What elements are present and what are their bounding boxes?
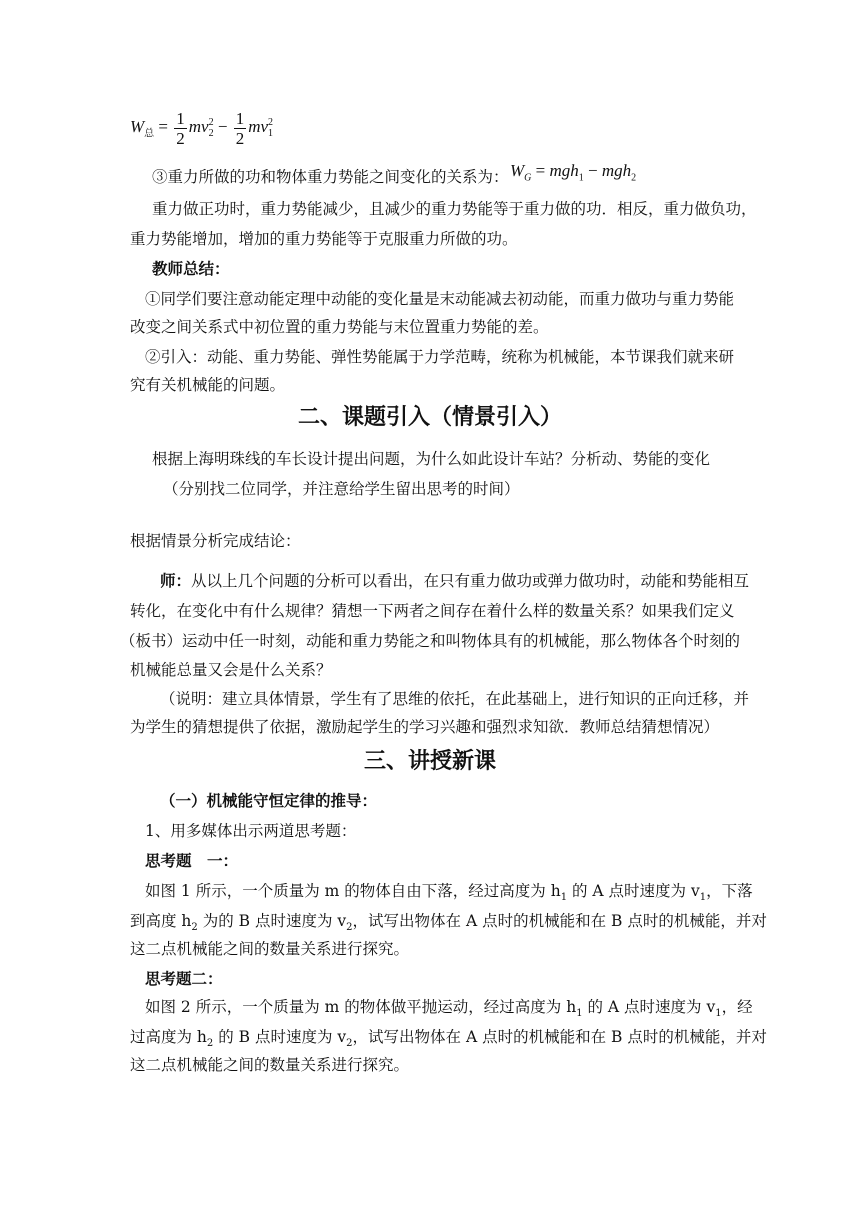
para1-line1: 重力做正功时，重力势能减少，且减少的重力势能等于重力做的功．相反，重力做负功， xyxy=(152,200,757,218)
intro-line1: 根据上海明珠线的车长设计提出问题，为什么如此设计车站？分析动、势能的变化 xyxy=(152,450,711,468)
q2-l2b: 2 xyxy=(206,1038,214,1050)
para1-line2: 重力势能增加，增加的重力势能等于克服重力所做的功。 xyxy=(130,230,518,248)
q2-l2d: 2 xyxy=(346,1038,353,1050)
eq1-minus: − xyxy=(213,117,232,136)
q2-l1b: 1 xyxy=(576,1008,583,1020)
eq2-minus: − xyxy=(583,161,602,180)
eq1-term2-sup: 2 xyxy=(268,117,274,129)
section-heading-3: 三、讲授新课 xyxy=(363,749,496,774)
teacher-line3: （板书）运动中任一时刻，动能和重力势能之和叫物体具有的机械能，那么物体各个时刻的 xyxy=(120,632,741,650)
eq2-term-b: mgh xyxy=(601,161,632,180)
q1-l2e: ，试写出物体在 A 点时的机械能和在 B 点时的机械能，并对 xyxy=(352,912,767,930)
eq2-lhs: W xyxy=(510,161,525,180)
q1-l2d: 2 xyxy=(346,922,353,934)
gravity-relation-text xyxy=(152,166,509,188)
q1-l1b: 1 xyxy=(560,892,568,904)
q2-l2c: 的 B 点时速度为 v xyxy=(213,1028,347,1046)
eq1-f1-num: 1 xyxy=(176,108,185,128)
question2-line2 xyxy=(130,1026,767,1055)
item-1: 1、用多媒体出示两道思考题： xyxy=(145,822,357,840)
eq1-equals: = xyxy=(154,117,173,136)
question1-line2 xyxy=(130,910,767,939)
question1-label: 思考题 一： xyxy=(145,851,239,870)
kinetic-energy-theorem-equation xyxy=(130,104,273,157)
eq2-term-a: mgh xyxy=(549,161,579,180)
note-line2: 为学生的猜想提供了依据，激励起学生的学习兴趣和强烈求知欲．教师总结猜想情况） xyxy=(130,718,720,736)
eq1-fraction-1 xyxy=(174,109,187,148)
teacher-line1-text: 从以上几个问题的分析可以看出，在只有重力做功或弹力做功时，动能和势能相互 xyxy=(191,572,750,590)
q1-l1a: 如图 1 所示，一个质量为 m 的物体自由下落，经过高度为 h xyxy=(145,882,561,900)
eq1-fraction-2 xyxy=(234,109,247,148)
eq1-term1: mv xyxy=(188,117,209,136)
question2-line1 xyxy=(145,996,753,1025)
teacher-line2: 转化，在变化中有什么规律？猜想一下两者之间存在着什么样的数量关系？如果我们定义 xyxy=(130,602,735,620)
eq1-f1-den: 2 xyxy=(176,128,185,148)
q1-l1e: ，下落 xyxy=(706,882,753,900)
teacher-summary-label: 教师总结： xyxy=(152,259,230,278)
eq2-equals: = xyxy=(531,161,550,180)
eq1-term2-sub: 1 xyxy=(268,128,274,140)
question2-line3: 这二点机械能之间的数量关系进行探究。 xyxy=(130,1056,410,1074)
q1-l2b: 2 xyxy=(191,922,198,934)
eq2-term-b-sub: 2 xyxy=(631,172,637,184)
intro-line2: （分别找二位同学，并注意给学生留出思考的时间） xyxy=(163,480,520,498)
summary1-line2: 改变之间关系式中初位置的重力势能与末位置重力势能的差。 xyxy=(130,318,549,336)
section-heading-2: 二、课题引入（情景引入） xyxy=(297,405,562,430)
eq1-lhs-sub: 总 xyxy=(144,128,155,140)
question1-line3: 这二点机械能之间的数量关系进行探究。 xyxy=(130,940,410,958)
eq1-term1-sup: 2 xyxy=(208,117,214,129)
eq1-term1-sub: 2 xyxy=(208,128,214,140)
summary2-line1: ②引入：动能、重力势能、弹性势能属于力学范畴，统称为机械能，本节课我们就来研 xyxy=(145,348,735,366)
teacher-line4: 机械能总量又会是什么关系？ xyxy=(130,661,332,679)
q2-l2e: ，试写出物体在 A 点时的机械能和在 B 点时的机械能，并对 xyxy=(352,1028,767,1046)
eq1-term2-scripts xyxy=(268,117,273,139)
gravity-work-equation xyxy=(510,160,636,189)
q2-l2a: 过高度为 h xyxy=(130,1028,207,1046)
eq1-lhs: W xyxy=(130,117,145,136)
summary1-line1: ①同学们要注意动能定理中动能的变化量是末动能减去初动能，而重力做功与重力势能 xyxy=(145,290,735,308)
q2-l1a: 如图 2 所示，一个质量为 m 的物体做平抛运动，经过高度为 h xyxy=(145,998,577,1016)
eq2-lhs-sub: G xyxy=(524,172,532,184)
eq1-f2-den: 2 xyxy=(235,128,245,148)
teacher-line1 xyxy=(160,570,749,592)
teacher-prefix: 师： xyxy=(160,571,192,590)
q1-l2c: 为的 B 点时速度为 v xyxy=(197,912,347,930)
q1-l1c: 的 A 点时速度为 v xyxy=(567,882,700,900)
conclusion-label: 根据情景分析完成结论： xyxy=(130,532,301,550)
eq2-term-a-sub: 1 xyxy=(578,172,584,184)
subsection-1: （一）机械能守恒定律的推导： xyxy=(160,791,378,810)
q2-l1d: 1 xyxy=(715,1008,722,1020)
eq1-term2: mv xyxy=(248,117,269,136)
summary2-line2: 究有关机械能的问题。 xyxy=(130,376,286,394)
q1-l1d: 1 xyxy=(699,892,707,904)
q2-l1c: 的 A 点时速度为 v xyxy=(582,998,716,1016)
eq1-f2-num: 1 xyxy=(235,108,245,128)
question2-label: 思考题二： xyxy=(145,969,223,988)
q2-l1e: ，经 xyxy=(721,998,753,1016)
gravity-relation-label: ③重力所做的功和物体重力势能之间变化的关系为： xyxy=(152,168,509,186)
question1-line1 xyxy=(145,880,753,909)
q1-l2a: 到高度 h xyxy=(130,912,192,930)
note-line1: （说明：建立具体情景，学生有了思维的依托，在此基础上，进行知识的正向迁移，并 xyxy=(160,690,750,708)
